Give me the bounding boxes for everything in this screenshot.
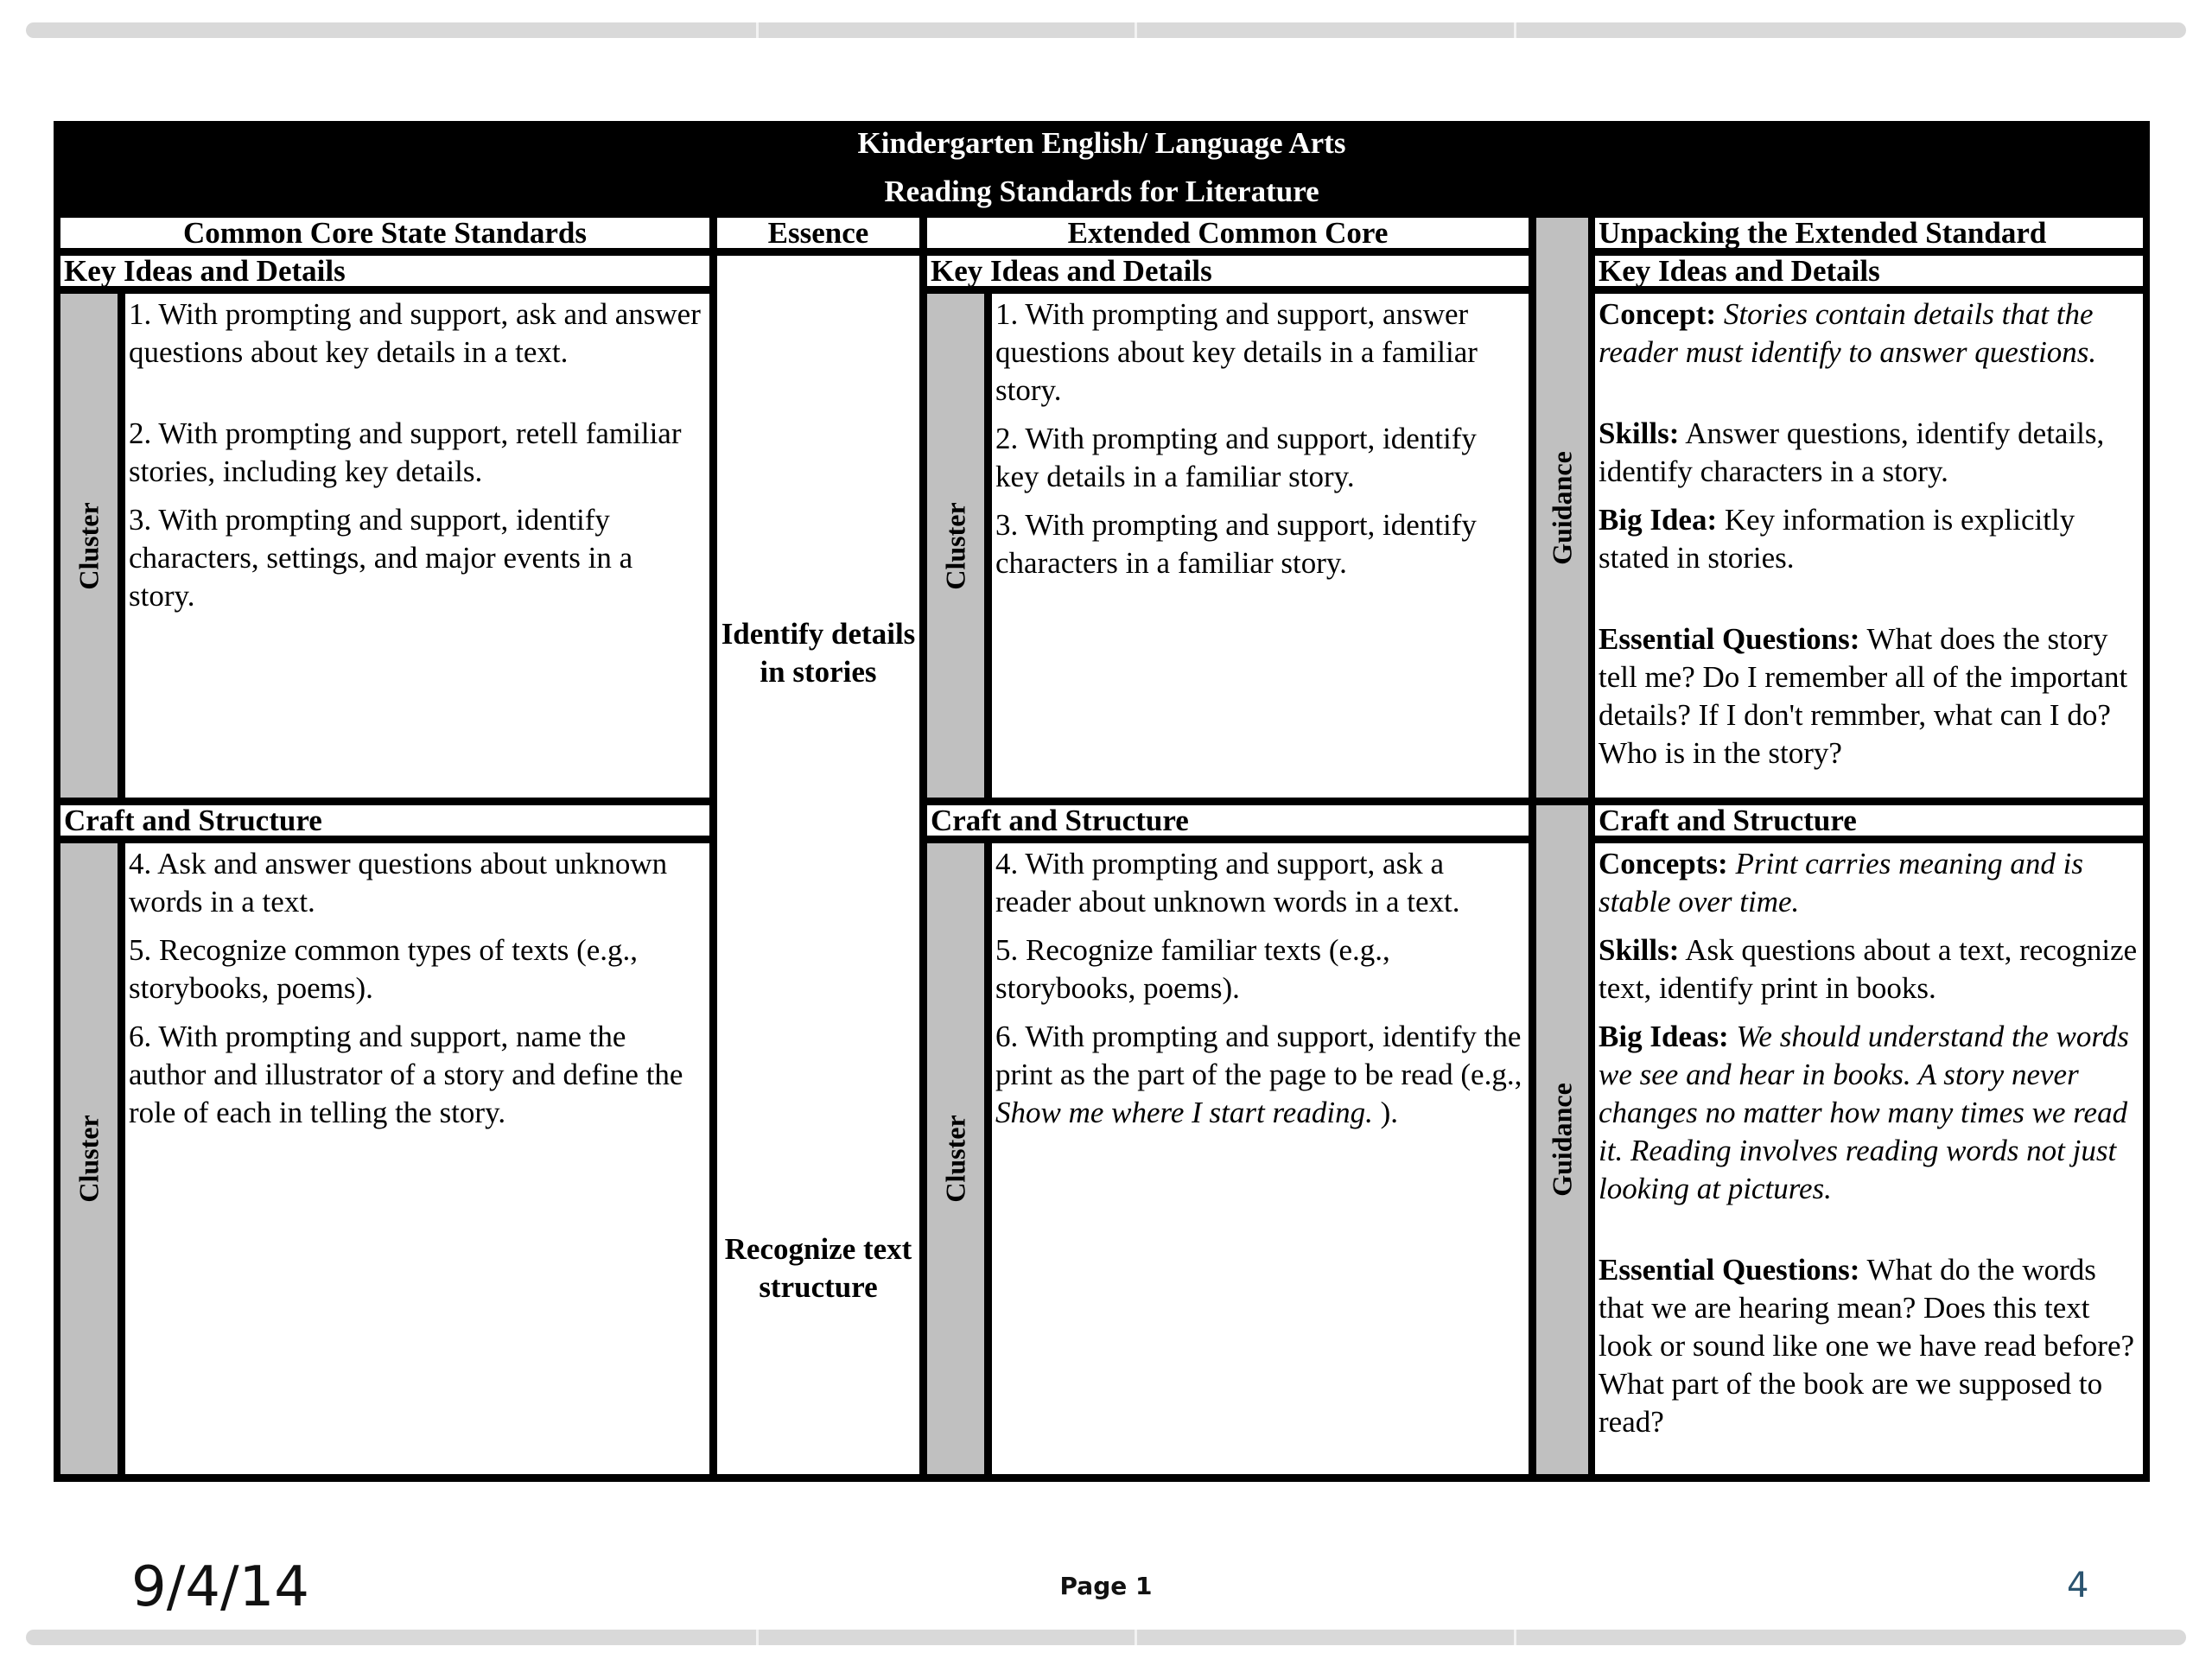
section-title-key-ideas: Key Ideas and Details — [60, 256, 709, 286]
standards-table — [54, 121, 2150, 1482]
slide-number: 4 — [2067, 1566, 2089, 1605]
list-item: 1. With prompting and support, ask and answer questions about key details in a text. — [129, 297, 701, 369]
guidance-text: Guidance — [1546, 1083, 1578, 1197]
guidance-label-key-ideas — [1536, 218, 1588, 798]
section-title-craft-structure: Craft and Structure — [60, 805, 709, 836]
column-header-extended: Extended Common Core — [927, 218, 1529, 248]
guidance-label-craft-structure — [1536, 805, 1588, 1474]
cluster-label — [927, 294, 984, 798]
cluster-label — [927, 843, 984, 1474]
list-item: 5. Recognize common types of texts (e.g., storybooks, poems). — [129, 933, 639, 1005]
skills-text: Skills: Ask questions about a text, recognize text, identify print in books. — [1599, 933, 2138, 1005]
column-header-unpacking: Unpacking the Extended Standard — [1595, 218, 2143, 248]
big-idea-text: Big Ideas: We should understand the words we see and hear in books. A story never changes no matter how many times we read it. Reading involves reading words not just looking at pictures. — [1599, 1020, 2129, 1205]
ccss-craft-structure-list — [125, 843, 709, 1474]
guidance-text: Guidance — [1546, 450, 1578, 565]
list-item: 4. Ask and answer questions about unknown words in a text. — [129, 847, 668, 918]
essence-craft-structure: Recognize text structure — [724, 1232, 912, 1304]
document-subtitle: Reading Standards for Literature — [884, 175, 1319, 208]
top-divider-bar — [26, 22, 2186, 38]
footer-page-label: Page 1 — [1059, 1572, 1153, 1600]
list-item: 5. Recognize familiar texts (e.g., storybooks, poems). — [995, 933, 1390, 1005]
big-idea-text: Big Idea: Key information is explicitly stated in stories. — [1599, 503, 2075, 575]
section-title-key-ideas-unpacking: Key Ideas and Details — [1595, 256, 2143, 286]
essential-questions-text: Essential Questions: What do the words that we are hearing mean? Does this text look or sound like one we have read before? What part of the book are we supposed to read? — [1599, 1253, 2135, 1439]
skills-text: Skills: Answer questions, identify details, identify characters in a story. — [1599, 416, 2105, 488]
section-title-key-ideas-extended: Key Ideas and Details — [927, 256, 1529, 286]
bottom-divider-bar — [26, 1630, 2186, 1645]
section-title-craft-structure-unpacking: Craft and Structure — [1595, 805, 2143, 836]
list-item: 2. With prompting and support, identify key details in a familiar story. — [995, 422, 1477, 493]
section-title-craft-structure-extended: Craft and Structure — [927, 805, 1529, 836]
list-item: 2. With prompting and support, retell familiar stories, including key details. — [129, 416, 682, 488]
cluster-label — [60, 843, 118, 1474]
document-title: Kindergarten English/ Language Arts — [857, 126, 1346, 160]
cluster-text: Cluster — [73, 1115, 105, 1203]
cluster-text: Cluster — [939, 1115, 971, 1203]
list-item: 6. With prompting and support, name the author and illustrator of a story and define the role of each in telling the story. — [129, 1020, 683, 1129]
essence-column — [717, 256, 919, 1474]
unpacking-key-ideas — [1595, 294, 2143, 798]
essence-key-ideas: Identify details in stories — [721, 617, 916, 689]
ccss-key-ideas-list — [125, 294, 709, 798]
footer-date: 9/4/14 — [131, 1555, 309, 1619]
column-header-essence: Essence — [717, 218, 919, 248]
extended-key-ideas-list — [992, 294, 1529, 798]
list-item: 1. With prompting and support, answer questions about key details in a familiar story. — [995, 297, 1478, 407]
concept-text: Concept: Stories contain details that the reader must identify to answer questions. — [1599, 297, 2097, 369]
extended-craft-structure-list — [992, 843, 1529, 1474]
list-item: 3. With prompting and support, identify characters in a familiar story. — [995, 508, 1477, 580]
list-item: 4. With prompting and support, ask a reader about unknown words in a text. — [995, 847, 1460, 918]
list-item: 3. With prompting and support, identify characters, settings, and major events in a story. — [129, 503, 633, 613]
concept-text: Concepts: Print carries meaning and is stable over time. — [1599, 847, 2083, 918]
unpacking-craft-structure — [1595, 843, 2143, 1474]
essential-questions-text: Essential Questions: What does the story tell me? Do I remember all of the important details? If I don't remmber, what can I do? Who is in the story? — [1599, 622, 2128, 770]
column-header-ccss: Common Core State Standards — [60, 218, 709, 248]
cluster-text: Cluster — [73, 501, 105, 590]
cluster-text: Cluster — [939, 501, 971, 590]
cluster-label — [60, 294, 118, 798]
list-item: 6. With prompting and support, identify the print as the part of the page to be read (e.g., Show me where I start reading. ). — [995, 1020, 1522, 1129]
